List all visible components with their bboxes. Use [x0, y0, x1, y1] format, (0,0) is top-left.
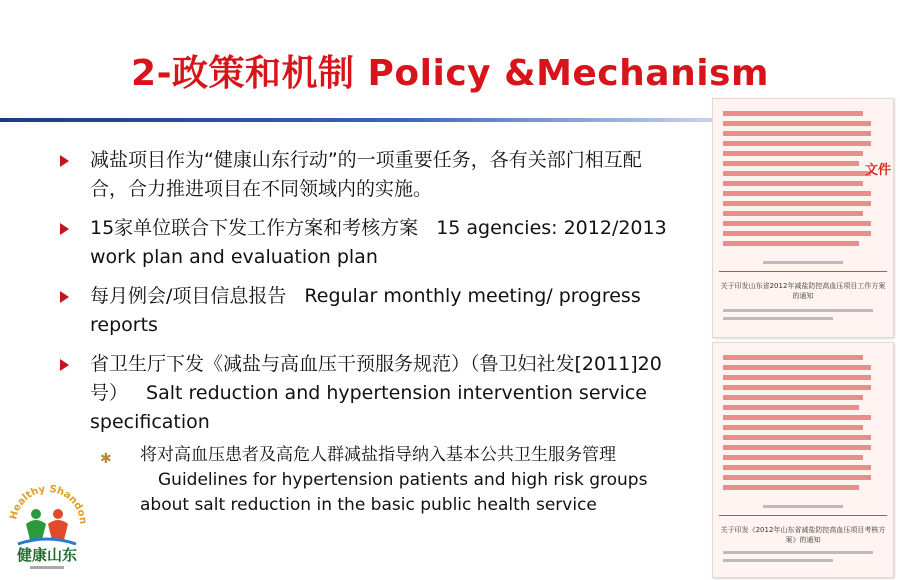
- logo-name: 健康山东: [16, 546, 78, 564]
- title-divider: [0, 118, 720, 122]
- healthy-shandong-logo-graphic: [8, 478, 86, 576]
- bullet-text-en: 15 agencies: 2012/2013 work plan and evaluation plan: [90, 217, 667, 268]
- bullet-list: [60, 146, 670, 518]
- sub-bullet-text-zh: 将对高血压患者及高危人群减盐指导纳入基本公共卫生服务管理: [140, 445, 616, 465]
- slide-title: 2-政策和机制 Policy &Mechanism: [131, 53, 769, 94]
- bullet-text-zh: 省卫生厅下发《减盐与高血压干预服务规范）（鲁卫妇社发[2011]20号）: [90, 353, 662, 404]
- bullet-text-zh: 减盐项目作为“健康山东行动”的一项重要任务，各有关部门相互配合，合力推进项目在不同领域内的实施。: [90, 149, 642, 200]
- sub-bullet-item: [100, 443, 670, 518]
- document-scan-2: [712, 342, 894, 578]
- bullet-arrow-icon: [60, 223, 69, 235]
- sub-bullet-text-en: Guidelines for hypertension patients and high risk groups about salt reduction in the basic public health service: [140, 470, 648, 515]
- bullet-text-zh: 15家单位联合下发工作方案和考核方案: [90, 217, 419, 239]
- bullet-text-en: Salt reduction and hypertension intervention service specification: [90, 382, 647, 433]
- bullet-text-zh: 每月例会/项目信息报告: [90, 285, 287, 307]
- logo-arc-text: Healthy Shando: [8, 483, 86, 521]
- document-caption: 关于印发《2012年山东省减盐防控高血压项目考核方案》的通知: [720, 526, 886, 544]
- bullet-item: [60, 282, 670, 340]
- document-stamp: 文件: [865, 163, 892, 178]
- document-caption: 关于印发山东省2012年减盐防控高血压项目工作方案的通知: [720, 282, 886, 300]
- sub-bullet-star-icon: ✱: [100, 451, 112, 467]
- bullet-arrow-icon: [60, 359, 69, 371]
- document-images: [712, 98, 894, 576]
- bullet-item: [60, 214, 670, 272]
- healthy-shandong-logo: [8, 478, 86, 576]
- bullet-item: [60, 350, 670, 437]
- document-scan-1: [712, 98, 894, 338]
- bullet-text-en: Regular monthly meeting/ progress reports: [90, 285, 641, 336]
- bullet-arrow-icon: [60, 291, 69, 303]
- bullet-arrow-icon: [60, 155, 69, 167]
- bullet-item: [60, 146, 670, 204]
